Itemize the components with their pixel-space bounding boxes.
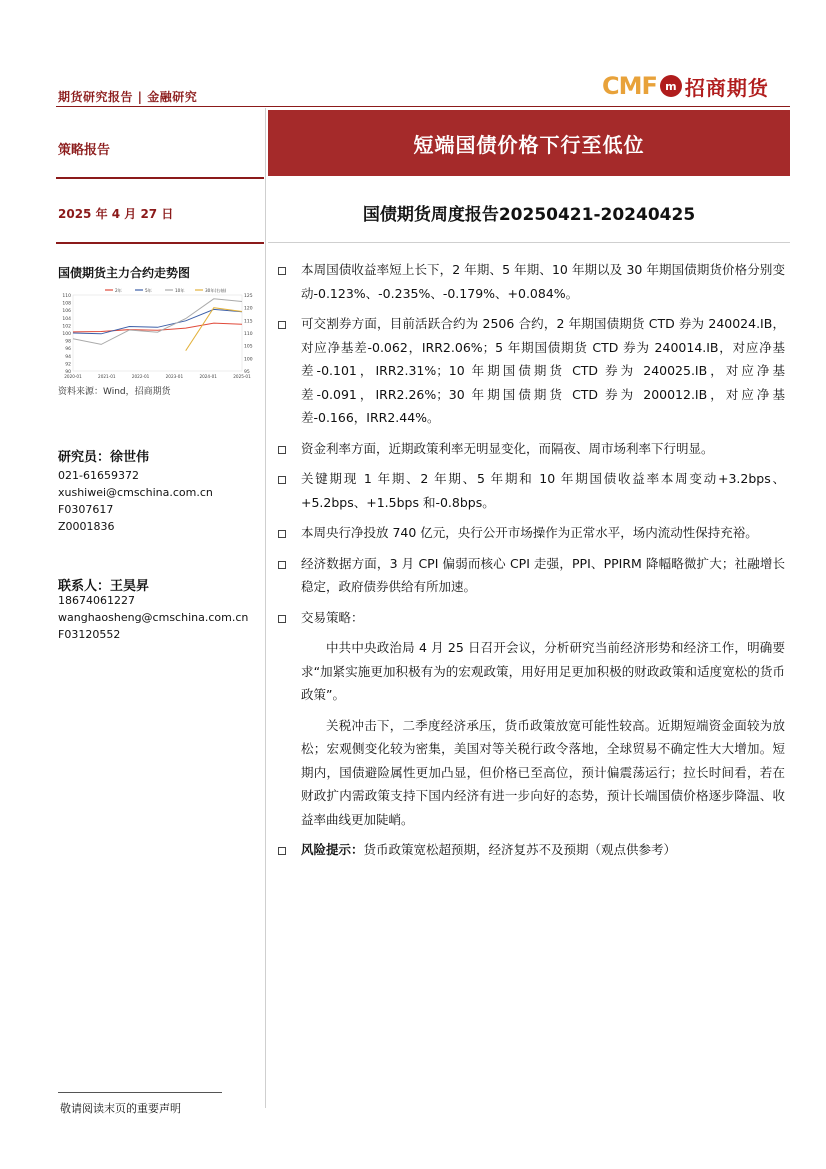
bullet-text: 资金利率方面，近期政策利率无明显变化，而隔夜、周市场利率下行明显。 bbox=[301, 440, 714, 456]
futures-trend-chart bbox=[57, 285, 260, 383]
analyst-phone: 021-61659372 bbox=[58, 469, 139, 482]
x-tick-label: 2022-01 bbox=[131, 374, 150, 379]
y-left-tick-label: 104 bbox=[62, 316, 71, 322]
bullet-square-icon bbox=[278, 561, 286, 569]
risk-text: 货币政策宽松超预期，经济复苏不及预期（观点供参考） bbox=[363, 842, 677, 857]
footer-disclaimer: 敬请阅读末页的重要声明 bbox=[60, 1102, 181, 1115]
report-body bbox=[275, 258, 785, 869]
bullet-item bbox=[275, 312, 785, 430]
legend-label: 10年 bbox=[175, 288, 185, 293]
bullet-square-icon bbox=[278, 321, 286, 329]
y-left-tick-label: 96 bbox=[65, 347, 71, 353]
x-tick-label: 2023-01 bbox=[165, 374, 184, 379]
x-tick-label: 2021-01 bbox=[98, 374, 116, 379]
bullet-square-icon bbox=[278, 615, 286, 623]
strategy-paragraph: 关税冲击下，二季度经济承压，货币政策放宽可能性较高。近期短端资金面较为放松；宏观侧变化较为密集，美国对等关税行政令落地，全球贸易不确定性大大增加。短期内，国债避险属性更加凸显，但价格已至高位，预计偏震荡运行；拉长时间看，若在财政扩内需政策支持下国内经济有进一步向好的态势，预计长端国债价格逐步降温、收益率曲线更加陡峭。 bbox=[301, 717, 785, 827]
column-divider bbox=[265, 108, 266, 1108]
bullet-text: 关键期现 1 年期、2 年期、5 年期和 10 年期国债收益率本周变动+3.2bps、+5.2bps、+1.5bps 和-0.8bps。 bbox=[301, 471, 785, 510]
right-divider bbox=[268, 242, 790, 243]
logo-cmf-text: CMF bbox=[602, 72, 657, 100]
bullet-text: 交易策略： bbox=[301, 609, 364, 625]
analyst-name: 研究员：徐世伟 bbox=[58, 450, 150, 465]
contact-email[interactable]: wanghaosheng@cmschina.com.cn bbox=[58, 611, 249, 624]
y-right-tick-label: 110 bbox=[244, 332, 253, 337]
analyst-email[interactable]: xushiwei@cmschina.com.cn bbox=[58, 486, 213, 499]
report-type: 策略报告 bbox=[58, 143, 111, 158]
contact-phone: 18674061227 bbox=[58, 594, 135, 607]
y-left-tick-label: 100 bbox=[62, 332, 71, 337]
header-divider bbox=[56, 106, 790, 107]
bullet-item bbox=[275, 467, 785, 514]
plot-area bbox=[73, 295, 242, 371]
y-right-tick-label: 100 bbox=[244, 357, 253, 363]
y-left-tick-label: 90 bbox=[65, 370, 71, 375]
report-title: 短端国债价格下行至低位 bbox=[413, 132, 645, 157]
logo-company-name: 招商期货 bbox=[684, 75, 769, 100]
chart-title: 国债期货主力合约走势图 bbox=[58, 266, 191, 280]
legend-label: 30年(右轴) bbox=[205, 288, 227, 293]
bullet-square-icon bbox=[278, 446, 286, 454]
risk-label: 风险提示： bbox=[301, 842, 364, 857]
bullet-item bbox=[275, 258, 785, 305]
analyst-cert-2: Z0001836 bbox=[58, 520, 115, 533]
bullet-square-icon bbox=[278, 847, 286, 855]
bullet-square-icon bbox=[278, 267, 286, 275]
bullet-item bbox=[275, 606, 785, 630]
legend-label: 5年 bbox=[145, 288, 152, 293]
y-right-tick-label: 95 bbox=[244, 370, 250, 375]
y-right-tick-label: 125 bbox=[244, 294, 253, 299]
y-left-tick-label: 102 bbox=[62, 324, 71, 330]
left-divider bbox=[56, 177, 264, 179]
x-tick-label: 2024-01 bbox=[199, 374, 217, 379]
report-date: 2025 年 4 月 27 日 bbox=[58, 207, 174, 221]
bullet-square-icon bbox=[278, 476, 286, 484]
bullet-item bbox=[275, 521, 785, 545]
legend-label: 2年 bbox=[115, 288, 122, 293]
bullet-text: 经济数据方面，3 月 CPI 偏弱而核心 CPI 走强，PPI、PPIRM 降幅略微扩大；社融增长稳定，政府债券供给有所加速。 bbox=[301, 555, 785, 594]
company-logo bbox=[602, 70, 769, 102]
bullet-text: 本周央行净投放 740 亿元，央行公开市场操作为正常水平，场内流动性保持充裕。 bbox=[301, 525, 758, 540]
y-right-tick-label: 105 bbox=[244, 344, 253, 350]
x-tick-label: 2020-01 bbox=[64, 374, 82, 379]
chart-svg bbox=[57, 285, 260, 383]
y-right-tick-label: 120 bbox=[244, 306, 253, 312]
title-banner bbox=[268, 110, 790, 176]
chart-source: 资料来源：Wind，招商期货 bbox=[58, 387, 171, 397]
left-divider-2 bbox=[56, 242, 264, 244]
risk-item bbox=[275, 838, 785, 862]
header-report-category: 期货研究报告 | 金融研究 bbox=[58, 90, 198, 104]
y-left-tick-label: 108 bbox=[62, 301, 71, 307]
y-left-tick-label: 92 bbox=[65, 362, 71, 368]
contact-cert: F03120552 bbox=[58, 628, 121, 641]
y-left-tick-label: 94 bbox=[65, 354, 71, 360]
contact-name: 联系人：王昊昇 bbox=[58, 579, 150, 594]
y-left-tick-label: 106 bbox=[62, 309, 71, 315]
logo-emblem-icon: m bbox=[660, 75, 682, 97]
strategy-paragraph: 中共中央政治局 4 月 25 日召开会议，分析研究当前经济形势和经济工作，明确要求“加紧实施更加积极有为的宏观政策，用好用足更加积极的财政政策和适度宽松的货币政策”。 bbox=[301, 640, 785, 702]
bullet-square-icon bbox=[278, 530, 286, 538]
y-left-tick-label: 110 bbox=[62, 294, 71, 299]
bullet-text: 本周国债收益率短上长下，2 年期、5 年期、10 年期以及 30 年期国债期货价格分别变动-0.123%、-0.235%、-0.179%、+0.084%。 bbox=[301, 262, 785, 301]
bullet-text: 可交割券方面，目前活跃合约为 2506 合约，2 年期国债期货 CTD 券为 240024.IB，对应净基差-0.062，IRR2.06%；5 年期国债期货 CTD 券为 240014.IB，对应净基差-0.101，IRR2.31%；10 年期国债期货 CTD 券为 240025.IB，对应净基差-0.091，IRR2.26%；30 年期国债期货 CTD 券为 200012.IB，对应净基差-0.166，IRR2.44%。 bbox=[301, 316, 785, 425]
analyst-cert-1: F0307617 bbox=[58, 503, 114, 516]
bullet-item bbox=[275, 437, 785, 461]
footer-divider bbox=[58, 1092, 222, 1093]
bullet-item bbox=[275, 552, 785, 599]
y-left-tick-label: 98 bbox=[65, 339, 71, 345]
x-tick-label: 2025-01 bbox=[233, 374, 251, 379]
report-subtitle: 国债期货周度报告20250421-20240425 bbox=[362, 205, 696, 225]
y-right-tick-label: 115 bbox=[244, 319, 253, 325]
